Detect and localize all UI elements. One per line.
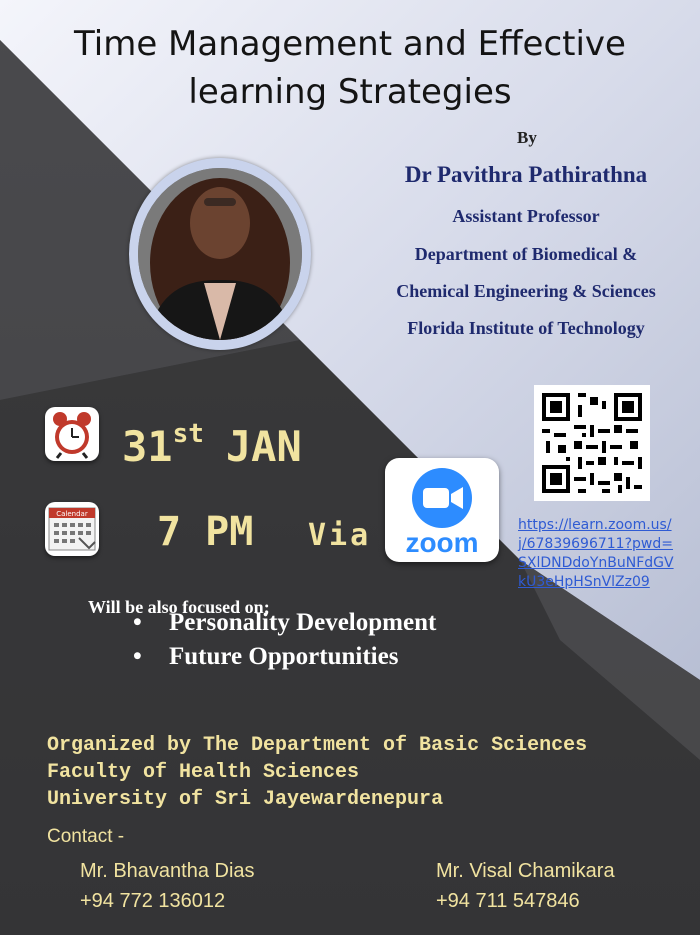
via-label: Via bbox=[308, 518, 372, 553]
qr-code-icon bbox=[534, 385, 650, 501]
organizer-line-2: Faculty of Health Sciences bbox=[47, 761, 360, 784]
qr-code[interactable] bbox=[534, 385, 650, 501]
zoom-camera-icon bbox=[385, 462, 499, 532]
zoom-logo[interactable] bbox=[385, 458, 499, 562]
event-time: 7 PM bbox=[157, 509, 254, 555]
contact-name-2: Mr. Visal Chamikara bbox=[436, 860, 615, 882]
title-line-1: Time Management and Effective bbox=[74, 24, 626, 64]
organizer-line-3: University of Sri Jayewardenepura bbox=[47, 788, 444, 811]
speaker-portrait-icon bbox=[138, 168, 302, 340]
by-label: By bbox=[517, 128, 537, 147]
alarm-clock-icon bbox=[45, 407, 99, 461]
speaker-dept-line-1: Department of Biomedical & bbox=[414, 244, 638, 264]
calendar-icon bbox=[45, 502, 99, 556]
contact-label: Contact - bbox=[47, 826, 125, 847]
speaker-name: Dr Pavithra Pathirathna bbox=[404, 162, 648, 187]
event-date bbox=[122, 414, 302, 471]
zoom-wordmark: zoom bbox=[405, 527, 479, 558]
event-day: 31 bbox=[122, 422, 173, 471]
organizer-line-1: Organized by The Department of Basic Sciences bbox=[47, 734, 588, 757]
focus-intro: Will be also focused on; bbox=[88, 597, 270, 617]
speaker-role: Assistant Professor bbox=[452, 206, 600, 226]
event-day-suffix: st bbox=[172, 419, 204, 449]
focus-item: • Future Opportunities bbox=[133, 640, 436, 674]
speaker-institute: Florida Institute of Technology bbox=[407, 318, 645, 338]
event-month: JAN bbox=[225, 422, 302, 471]
contact-phone-2: +94 711 547846 bbox=[436, 890, 580, 912]
speaker-dept-line-2: Chemical Engineering & Sciences bbox=[396, 281, 656, 301]
title-line-2: learning Strategies bbox=[188, 72, 512, 112]
contact-phone-1: +94 772 136012 bbox=[80, 890, 226, 912]
calendar-icon-label: Calendar bbox=[56, 510, 88, 518]
contact-name-1: Mr. Bhavantha Dias bbox=[80, 860, 255, 882]
focus-item: • Personality Development bbox=[133, 606, 436, 640]
speaker-photo bbox=[138, 168, 302, 340]
zoom-meeting-link[interactable]: https://learn.zoom.us/j/67839696711?pwd=SXlDNDdoYnBuNFdGVkU3eHpHSnVlZz09 bbox=[518, 517, 674, 590]
focus-list bbox=[133, 606, 436, 674]
